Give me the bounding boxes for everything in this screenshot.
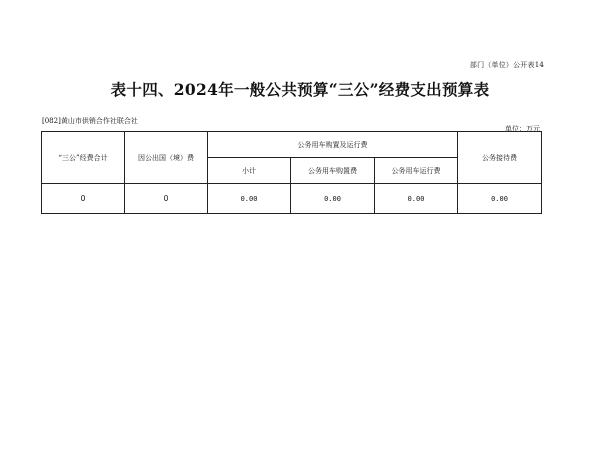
form-code: 部门（单位）公开表14: [469, 61, 544, 69]
unit-label: 单位：万元: [505, 125, 540, 133]
cell-vehicle-purchase: 0.00: [291, 184, 375, 214]
col-header-vehicle-group: 公务用车购置及运行费: [208, 132, 458, 158]
cell-vehicle-operation: 0.00: [375, 184, 458, 214]
col-header-vehicle-purchase: 公务用车购置费: [291, 158, 375, 184]
col-header-abroad: 因公出国（境）费: [125, 132, 208, 184]
col-header-total: “三公”经费合计: [42, 132, 125, 184]
page-title: 表十四、2024年一般公共预算“三公”经费支出预算表: [110, 80, 490, 99]
cell-vehicle-subtotal: 0.00: [208, 184, 291, 214]
col-header-vehicle-subtotal: 小计: [208, 158, 291, 184]
organization-name: [082]黄山市供销合作社联合社: [42, 117, 138, 125]
col-header-vehicle-operation: 公务用车运行费: [375, 158, 458, 184]
cell-abroad: 0: [125, 184, 208, 214]
col-header-reception: 公务接待费: [458, 132, 542, 184]
table-row: [42, 184, 542, 214]
header-row: [42, 132, 542, 158]
cell-total: 0: [42, 184, 125, 214]
three-public-expenses-table: [41, 131, 542, 214]
cell-reception: 0.00: [458, 184, 542, 214]
